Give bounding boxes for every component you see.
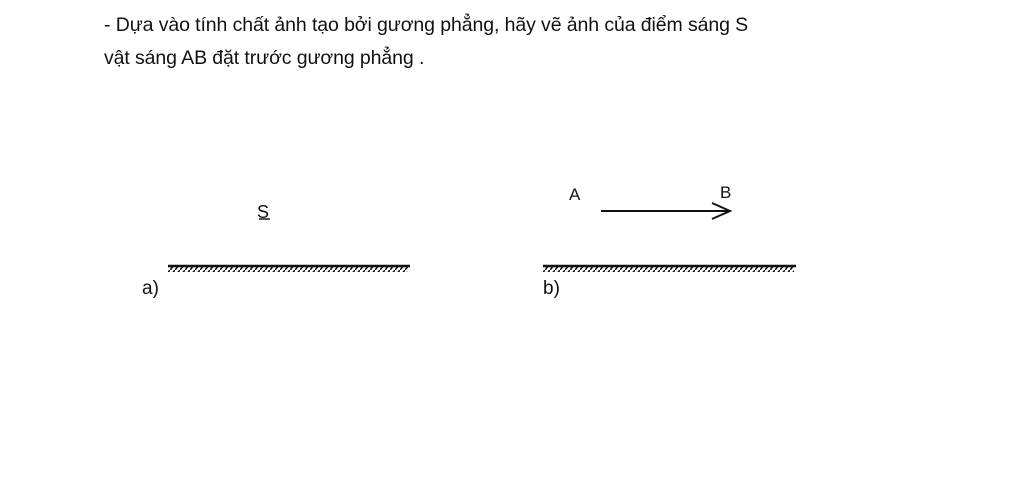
label-b: B xyxy=(720,183,732,202)
instruction-line-2: vật sáng AB đặt trước gương phẳng . xyxy=(104,47,425,69)
caption-a: a) xyxy=(142,278,159,299)
figure-a xyxy=(142,202,410,299)
caption-b: b) xyxy=(543,278,560,299)
instruction-line-1: - Dựa vào tính chất ảnh tạo bởi gương phẳng, hãy vẽ ảnh của điểm sáng S xyxy=(104,14,749,36)
mirror-b xyxy=(543,266,796,272)
arrow-ab xyxy=(601,203,730,219)
figure-b xyxy=(543,183,796,299)
point-s-label: S xyxy=(257,202,270,222)
label-a: A xyxy=(569,185,581,204)
mirror-a xyxy=(168,266,410,272)
